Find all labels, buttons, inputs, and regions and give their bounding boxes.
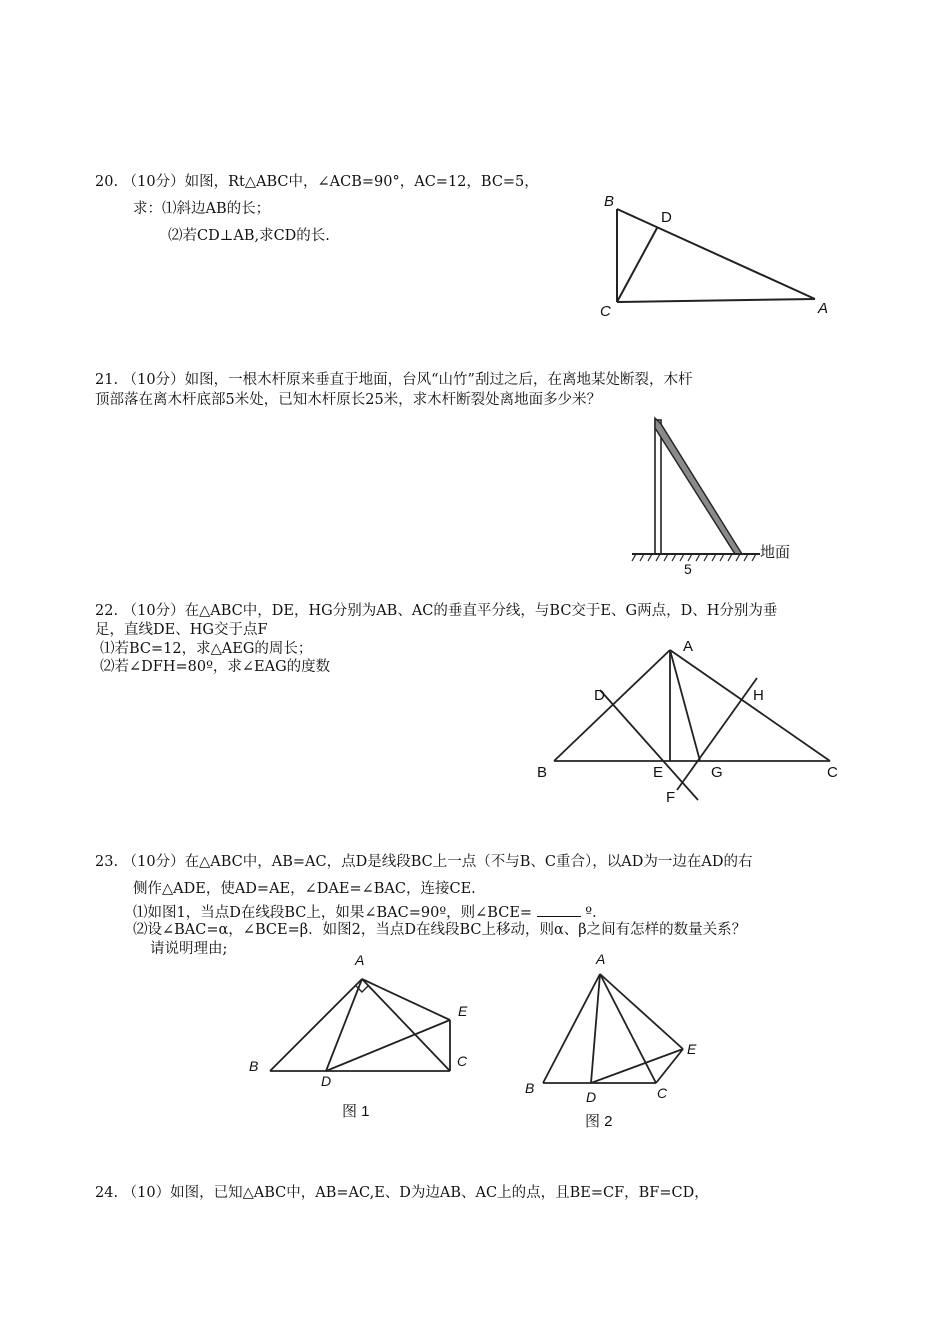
q20-part2: ⑵若CD⊥AB,求CD的长. bbox=[168, 228, 330, 244]
fig1-side-ac bbox=[362, 979, 450, 1071]
fig2-side-ab bbox=[543, 974, 600, 1083]
q22-line-df bbox=[600, 690, 698, 800]
q22-side-ac bbox=[670, 650, 830, 761]
q23-part2: ⑵设∠BAC=α，∠BCE=β．如图2，当点D在线段BC上移动，则α、β之间有怎样的数量关系？ bbox=[133, 922, 747, 938]
q22-label-d: D bbox=[594, 687, 605, 704]
fig1-side-ab bbox=[270, 979, 362, 1071]
q23-answer-blank[interactable] bbox=[537, 902, 581, 917]
q21-pole-broken bbox=[655, 418, 742, 554]
q20-label-a: A bbox=[818, 300, 829, 317]
fig1-label-c: C bbox=[457, 1053, 468, 1069]
q22-label-a: A bbox=[683, 638, 694, 655]
fig1-right-angle-mark bbox=[356, 986, 368, 992]
q20-segment-cd bbox=[617, 228, 657, 302]
q22-line1: 22. （10分）在△ABC中，DE，HG分别为AB、AC的垂直平分线，与BC交于E、G两点，D、H分别为垂 bbox=[95, 603, 778, 619]
q23-part1-unit: º． bbox=[585, 905, 607, 921]
q23-part1-text: ⑴如图1，当点D在线段BC上，如果∠BAC=90º，则∠BCE= bbox=[133, 905, 533, 921]
q20-label-c: C bbox=[600, 303, 611, 320]
q21-ground-label: 地面 bbox=[760, 544, 791, 561]
q22-label-b: B bbox=[537, 764, 548, 781]
q22-label-f: F bbox=[666, 789, 676, 806]
q22-line-hf bbox=[677, 678, 757, 790]
q22-part2: ⑵若∠DFH=80º，求∠EAG的度数 bbox=[100, 659, 331, 675]
fig1-label-b: B bbox=[249, 1058, 259, 1074]
q23-line1: 23. （10分）在△ABC中，AB=AC，点D是线段BC上一点（不与B、C重合），以AD为一边在AD的右 bbox=[95, 854, 753, 870]
fig2-caption: 图 2 bbox=[585, 1113, 613, 1130]
q20-part1: 求：⑴斜边AB的长； bbox=[133, 201, 271, 217]
fig1-label-d: D bbox=[321, 1073, 332, 1089]
fig1-segment-ae bbox=[362, 979, 450, 1020]
fig2-label-a: A bbox=[596, 951, 606, 967]
q20-label-b: B bbox=[604, 193, 615, 210]
q20-side-ca bbox=[617, 299, 815, 302]
fig1-caption: 图 1 bbox=[342, 1103, 370, 1120]
q21-distance-label: 5 bbox=[684, 561, 692, 577]
q20-side-ba bbox=[617, 209, 815, 299]
fig2-label-c: C bbox=[657, 1085, 668, 1101]
q21-ground-hatch bbox=[632, 554, 756, 561]
q22-side-ab bbox=[554, 650, 670, 761]
fig1-label-e: E bbox=[458, 1003, 468, 1019]
q20-stem: 20. （10分）如图，Rt△ABC中，∠ACB=90°，AC=12，BC=5， bbox=[95, 174, 539, 190]
q22-label-g: G bbox=[711, 764, 723, 781]
q24-line1: 24. （10）如图，已知△ABC中，AB=AC,E、D为边AB、AC上的点，且BE=CF，BF=CD， bbox=[95, 1185, 709, 1201]
q22-segment-ag bbox=[670, 650, 700, 761]
q22-label-h: H bbox=[753, 687, 764, 704]
q21-pole-standing bbox=[655, 420, 661, 554]
q22-line2: 足，直线DE、HG交于点F bbox=[95, 622, 268, 638]
fig2-segment-de bbox=[591, 1049, 683, 1083]
q21-line2: 顶部落在离木杆底部5米处，已知木杆原长25米，求木杆断裂处离地面多少米？ bbox=[95, 392, 602, 408]
fig2-segment-ce bbox=[656, 1049, 683, 1083]
fig1-segment-de bbox=[326, 1020, 450, 1071]
q22-label-e: E bbox=[653, 764, 664, 781]
q23-line2: 侧作△ADE，使AD=AE，∠DAE=∠BAC，连接CE. bbox=[133, 881, 476, 897]
fig2-label-b: B bbox=[525, 1080, 535, 1096]
q22-label-c: C bbox=[827, 764, 838, 781]
fig2-segment-ad bbox=[591, 974, 600, 1083]
q21-line1: 21. （10分）如图，一根木杆原来垂直于地面，台风“山竹”刮过之后，在离地某处断裂，木杆 bbox=[95, 372, 693, 388]
fig2-side-ac bbox=[600, 974, 656, 1083]
fig1-segment-ad bbox=[326, 979, 362, 1071]
q20-label-d: D bbox=[661, 209, 672, 226]
q22-part1: ⑴若BC=12，求△AEG的周长； bbox=[100, 641, 313, 657]
fig2-label-d: D bbox=[586, 1089, 597, 1105]
fig2-segment-ae bbox=[600, 974, 683, 1049]
fig1-label-a: A bbox=[355, 952, 365, 968]
q23-part2-b: 请说明理由; bbox=[150, 941, 228, 957]
fig2-label-e: E bbox=[687, 1041, 697, 1057]
